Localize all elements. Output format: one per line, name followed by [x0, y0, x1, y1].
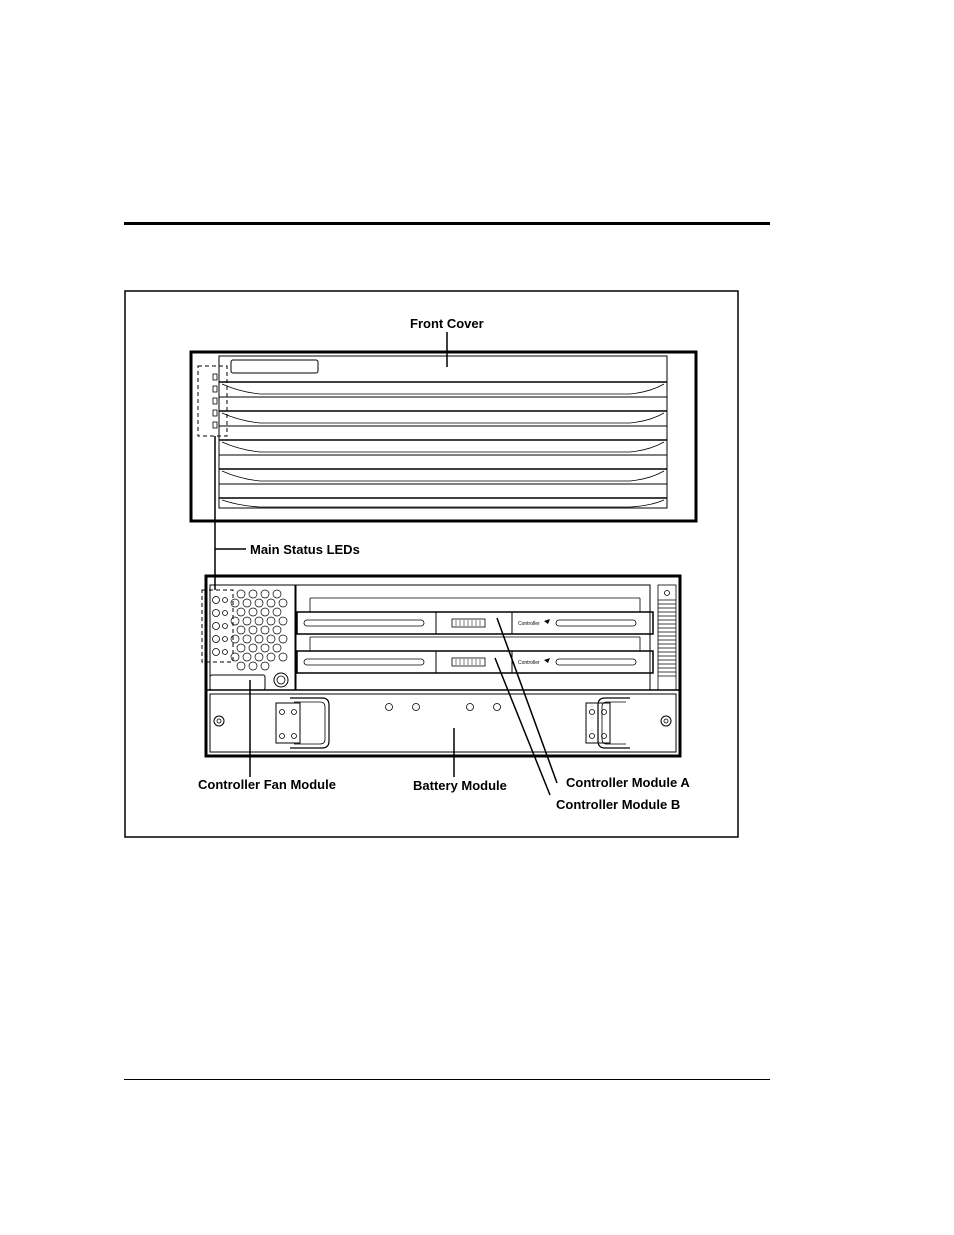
controller-module-b	[297, 651, 653, 673]
controller-module-a-label: Controller Module A	[566, 775, 690, 790]
controller-b-logo-icon	[544, 658, 550, 663]
front-cover-vent-slats	[219, 382, 667, 507]
controller-b-label: Controller	[518, 660, 540, 666]
callout-leader-lines	[215, 332, 557, 795]
controller-fan-module-label: Controller Fan Module	[198, 777, 336, 792]
main-status-leds-label: Main Status LEDs	[250, 542, 360, 557]
main-status-leds	[213, 374, 217, 428]
enclosure-front	[202, 576, 680, 756]
battery-module-label: Battery Module	[413, 778, 507, 793]
battery-right-handle	[586, 698, 630, 748]
battery-left-handle	[276, 698, 329, 748]
front-cover	[191, 352, 696, 521]
front-cover-label: Front Cover	[410, 316, 484, 331]
side-vent-strip	[658, 585, 676, 690]
controller-fan-module	[202, 585, 295, 690]
enclosure-status-leds	[213, 597, 228, 656]
fan-grille	[231, 590, 287, 670]
battery-module	[210, 694, 676, 752]
controller-module-a	[297, 612, 653, 634]
controller-a-logo-icon	[544, 619, 550, 624]
controller-module-b-label: Controller Module B	[556, 797, 681, 812]
front-cover-nameplate	[231, 360, 318, 373]
controller-a-label: Controller	[518, 621, 540, 627]
